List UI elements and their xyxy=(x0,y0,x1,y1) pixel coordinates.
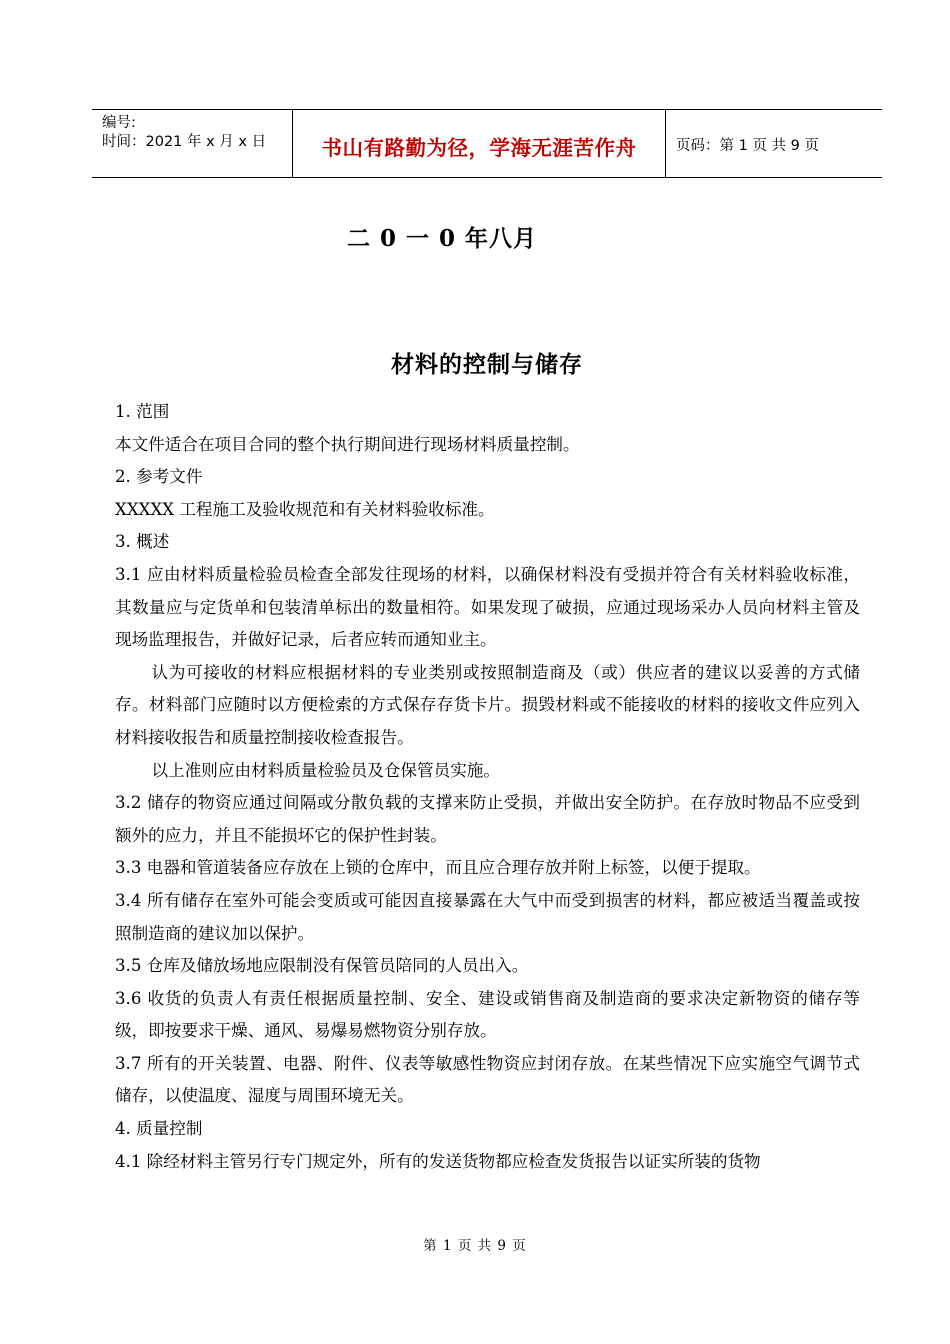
paragraph: 认为可接收的材料应根据材料的专业类别或按照制造商及（或）供应者的建议以妥善的方式储存。材料部门应随时以方便检索的方式保存存货卡片。损毁材料或不能接收的材料的接收文件应列入材料接收报告和质量控制接收检查报告。 xyxy=(115,662,860,747)
paragraph: 3.1 应由材料质量检验员检查全部发往现场的材料，以确保材料没有受损并符合有关材料验收标准，其数量应与定货单和包装清单标出的数量相符。如果发现了破损，应通过现场采办人员向材料主管及现场监理报告，并做好记录，后者应转而通知业主。 xyxy=(115,564,860,650)
paragraph: 本文件适合在项目合同的整个执行期间进行现场材料质量控制。 xyxy=(115,434,580,454)
paragraph: 3.3 电器和管道装备应存放在上锁的仓库中，而且应合理存放并附上标签，以便于提取。 xyxy=(115,858,761,878)
header-number-label: 编号: xyxy=(102,115,136,131)
header-meta-cell xyxy=(92,110,293,177)
paragraph: XXXXX 工程施工及验收规范和有关材料验收标准。 xyxy=(115,499,495,519)
paragraph: 以上准则应由材料质量检验员及仓保管员实施。 xyxy=(151,760,500,780)
paragraph: 3.2 储存的物资应通过间隔或分散负载的支撑来防止受损，并做出安全防护。在存放时物品不应受到额外的应力，并且不能损坏它的保护性封装。 xyxy=(115,793,860,845)
paragraph: 3.4 所有储存在室外可能会变质或可能因直接暴露在大气中而受到损害的材料，都应被适当覆盖或按照制造商的建议加以保护。 xyxy=(115,890,860,943)
date-title: 二 0 一 0 年八月 xyxy=(346,225,538,252)
document-title: 材料的控制与储存 xyxy=(391,351,583,378)
paragraph: 4.1 除经材料主管另行专门规定外，所有的发送货物都应检查发货报告以证实所装的货物 xyxy=(115,1151,761,1171)
header-time-label: 时间：2021 年 x 月 x 日 xyxy=(102,134,267,150)
section-heading: 4. 质量控制 xyxy=(115,1119,203,1139)
section-heading: 1. 范围 xyxy=(115,402,170,421)
paragraph: 3.7 所有的开关装置、电器、附件、仪表等敏感性物资应封闭存放。在某些情况下应实施空气调节式储存，以使温度、湿度与周围环境无关。 xyxy=(115,1053,860,1106)
document-body xyxy=(115,396,860,1178)
paragraph: 3.6 收货的负责人有责任根据质量控制、安全、建设或销售商及制造商的要求决定新物资的储存等级，即按要求干燥、通风、易爆易燃物资分别存放。 xyxy=(115,988,860,1041)
page-footer: 第 1 页 共 9 页 xyxy=(423,1238,527,1254)
section-heading: 2. 参考文件 xyxy=(115,467,203,487)
paragraph: 3.5 仓库及储放场地应限制没有保管员陪同的人员出入。 xyxy=(115,956,529,976)
header-page-info: 页码：第 1 页 共 9 页 xyxy=(676,138,819,154)
header-motto: 书山有路勤为径，学海无涯苦作舟 xyxy=(293,110,666,177)
document-header xyxy=(92,109,882,178)
section-heading: 3. 概述 xyxy=(115,532,170,552)
